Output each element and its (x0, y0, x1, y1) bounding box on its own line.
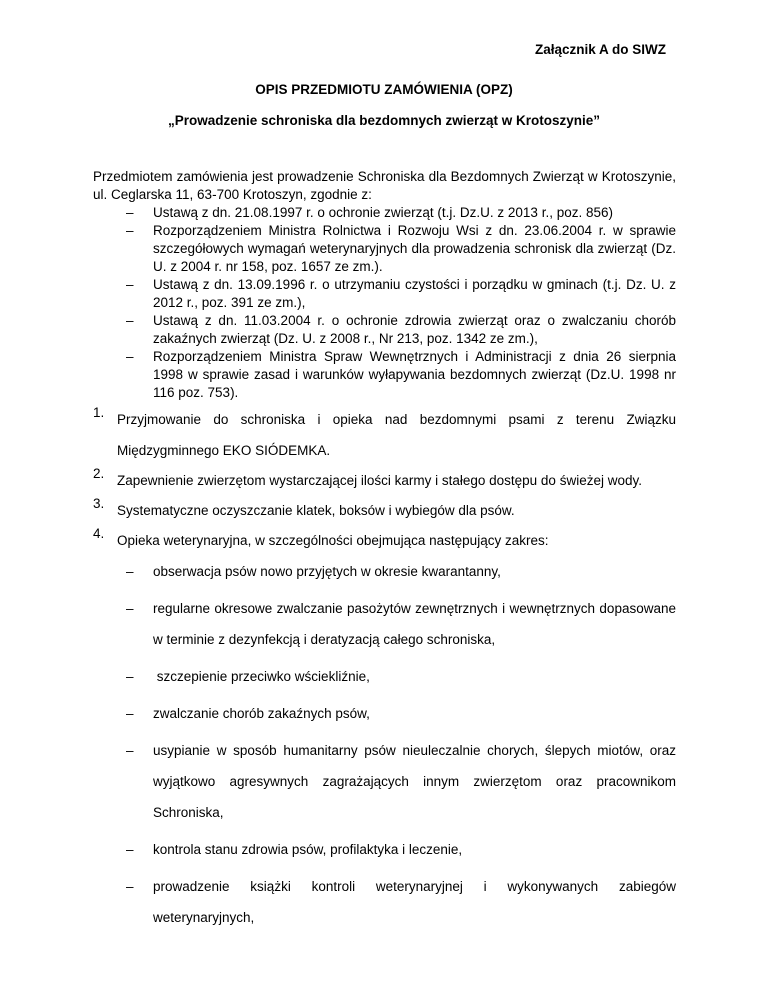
dash-bullet: – (126, 223, 134, 238)
task-item (93, 465, 676, 496)
dash-bullet: – (126, 277, 134, 292)
intro-section (93, 168, 676, 402)
vet-item (93, 593, 676, 655)
task-text: Zapewnienie zwierzętom wystarczającej ilości karmy i stałego dostępu do świeżej wody. (117, 473, 642, 488)
annex-label: Załącznik A do SIWZ (534, 42, 666, 57)
law-item (93, 276, 676, 312)
vet-item (93, 661, 676, 692)
dash-bullet: – (126, 564, 134, 579)
dash-bullet: – (126, 669, 134, 684)
task-item (93, 495, 676, 526)
vet-item (93, 735, 676, 828)
law-text: Ustawą z dn. 11.03.2004 r. o ochronie zdrowia zwierząt oraz o zwalczaniu chorób zakaźnych zwierząt (Dz. U. z 2008 r., Nr 213, poz. 1342 ze zm.), (153, 313, 676, 346)
vet-item-text: usypianie w sposób humanitarny psów nieuleczalnie chorych, ślepych miotów, oraz wyjątkowo agresywnych zagrażających innym zwierzętom oraz pracownikom Schroniska, (153, 743, 676, 820)
vet-item-text: szczepienie przeciwko wściekliźnie, (153, 669, 370, 684)
tasks-list (93, 405, 676, 939)
law-item (93, 348, 676, 402)
laws-list (93, 204, 676, 402)
task-number: 1. (93, 405, 105, 420)
task-text: Opieka weterynaryjna, w szczególności obejmująca następujący zakres: (117, 533, 549, 548)
law-text: Rozporządzeniem Ministra Rolnictwa i Rozwoju Wsi z dn. 23.06.2004 r. w sprawie szczegółowych wymagań weterynaryjnych dla prowadzenia schronisk dla zwierząt (Dz. U. z 2004 r. nr 158, poz. 1657 ze zm.). (153, 223, 676, 274)
law-text: Ustawą z dn. 13.09.1996 r. o utrzymaniu czystości i porządku w gminach (t.j. Dz. U. z 2012 r., poz. 391 ze zm.), (153, 277, 676, 310)
task-number: 3. (93, 496, 105, 511)
dash-bullet: – (126, 205, 134, 220)
task-item (93, 525, 676, 933)
vet-item-text: zwalczanie chorób zakaźnych psów, (153, 706, 370, 721)
vet-item (93, 698, 676, 729)
vet-item (93, 834, 676, 865)
dash-bullet: – (126, 601, 134, 616)
task-text: Przyjmowanie do schroniska i opieka nad bezdomnymi psami z terenu Związku Międzygminnego EKO SIÓDEMKA. (117, 412, 676, 458)
law-item (93, 222, 676, 276)
dash-bullet: – (126, 706, 134, 721)
vet-item (93, 556, 676, 587)
task-item (93, 404, 676, 466)
dash-bullet: – (126, 743, 134, 758)
vet-item-text: regularne okresowe zwalczanie pasożytów zewnętrznych i wewnętrznych dopasowane w terminie z dezynfekcją i deratyzacją całego schroniska, (153, 601, 676, 647)
task-number: 4. (93, 526, 105, 541)
intro-paragraph: Przedmiotem zamówienia jest prowadzenie Schroniska dla Bezdomnych Zwierząt w Krotoszynie, ul. Ceglarska 11, 63-700 Krotoszyn, zgodnie z: (93, 169, 676, 202)
vet-scope-list (93, 556, 676, 933)
vet-item-text: obserwacja psów nowo przyjętych w okresie kwarantanny, (153, 564, 501, 579)
law-item (93, 312, 676, 348)
law-text: Ustawą z dn. 21.08.1997 r. o ochronie zwierząt (t.j. Dz.U. z 2013 r., poz. 856) (153, 205, 613, 220)
vet-item-text: prowadzenie książki kontroli weterynaryjnej i wykonywanych zabiegów weterynaryjnych, (153, 879, 676, 925)
dash-bullet: – (126, 842, 134, 857)
vet-item-text: kontrola stanu zdrowia psów, profilaktyka i leczenie, (153, 842, 463, 857)
vet-item (93, 871, 676, 933)
law-text: Rozporządzeniem Ministra Spraw Wewnętrznych i Administracji z dnia 26 sierpnia 1998 w sprawie zasad i warunków wyłapywania bezdomnych zwierząt (Dz.U. 1998 nr 116 poz. 753). (153, 349, 676, 400)
document-subtitle: „Prowadzenie schroniska dla bezdomnych zwierząt w Krotoszynie” (167, 113, 601, 128)
dash-bullet: – (126, 349, 134, 364)
dash-bullet: – (126, 313, 134, 328)
document-title: OPIS PRZEDMIOTU ZAMÓWIENIA (OPZ) (255, 82, 513, 97)
dash-bullet: – (126, 879, 134, 894)
task-number: 2. (93, 466, 105, 481)
law-item (93, 204, 676, 222)
task-text: Systematyczne oczyszczanie klatek, boksów i wybiegów dla psów. (117, 503, 515, 518)
